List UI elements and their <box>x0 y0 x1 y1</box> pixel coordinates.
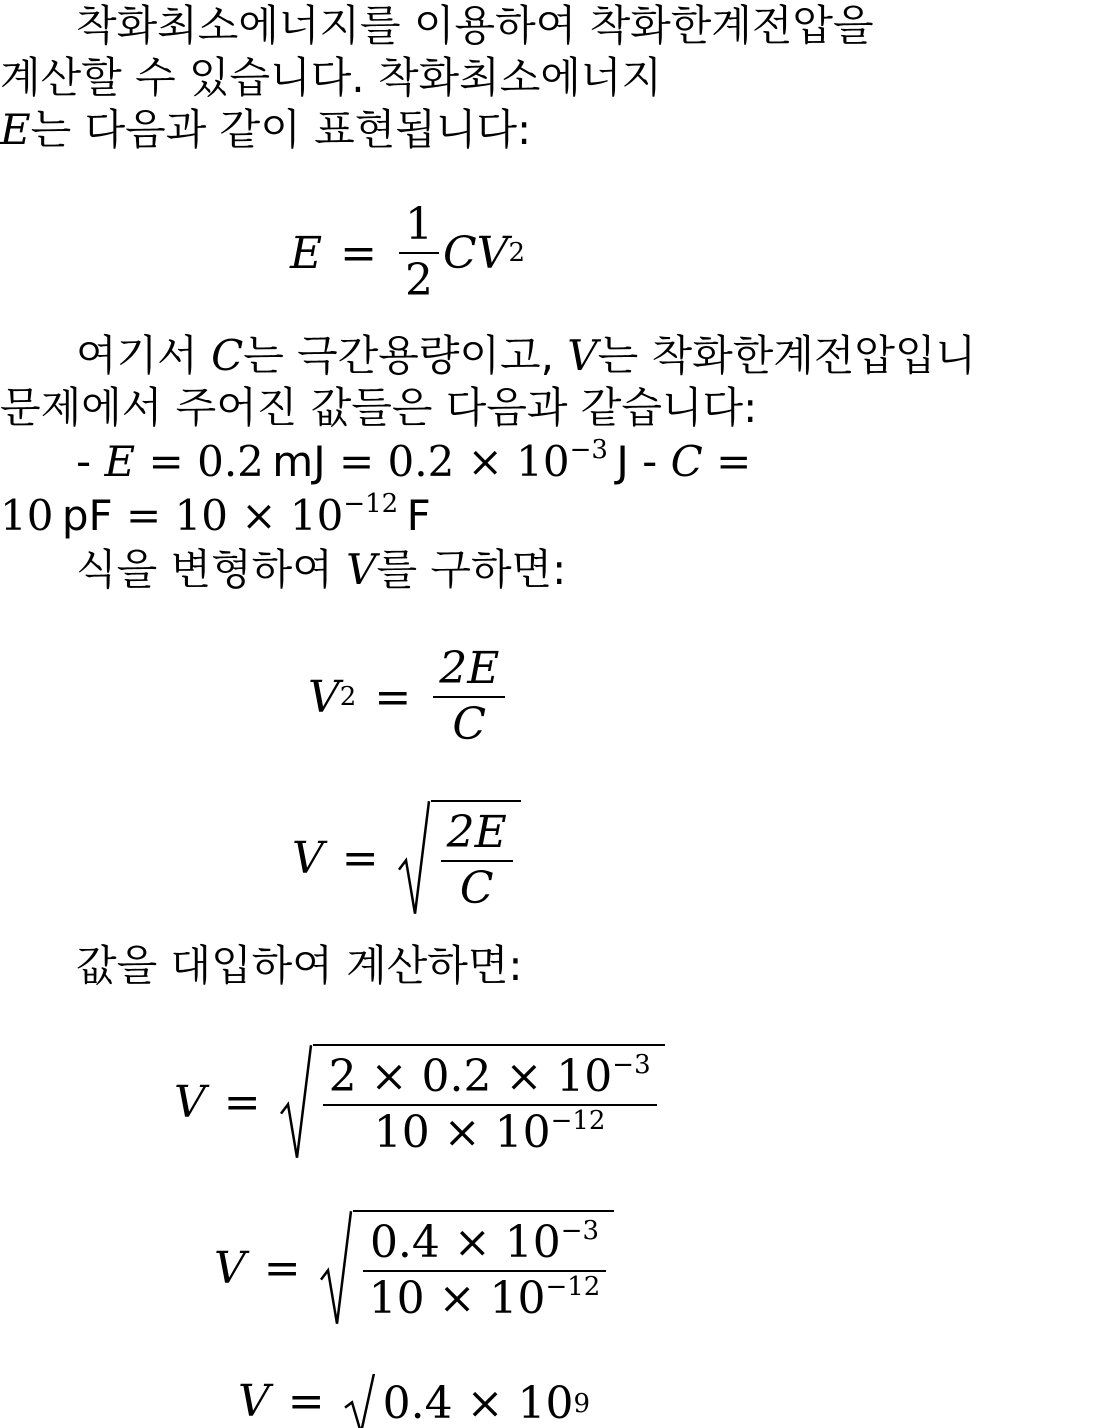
radical-icon <box>343 1374 377 1428</box>
given-equals-3: = <box>702 437 752 486</box>
eq6-equals: = <box>287 1375 325 1427</box>
eq5-lhs: V <box>214 1242 246 1294</box>
substitute-text: 값을 대입하여 계산하면: <box>76 941 523 990</box>
given-equals-4: = <box>112 491 175 540</box>
intro-text-1: 착화최소에너지를 이용하여 착화한계전압을 <box>76 1 874 50</box>
given-capacitance-exponent: −12 <box>343 489 399 519</box>
eq5-numerator-exponent: −3 <box>560 1216 600 1246</box>
eq4-numerator-base: 2 × 0.2 × 10 <box>328 1051 613 1102</box>
intro-text-2: 계산할 수 있습니다. 착화최소에너지 <box>0 53 662 102</box>
transform-text-b: 를 구하면: <box>376 545 567 594</box>
eq4-square-root <box>279 1044 665 1160</box>
eq1-equals: = <box>340 227 377 279</box>
eq3-denominator: C <box>459 863 494 914</box>
eq4-numerator <box>323 1050 657 1104</box>
given-capacitance-sci: 10 × 10 <box>174 491 344 540</box>
eq4-lhs: V <box>174 1076 206 1128</box>
intro-line-2 <box>0 52 662 104</box>
eq2-lhs: V <box>308 671 340 723</box>
eq5-numerator <box>364 1216 605 1270</box>
given-energy-unit-j: J <box>616 437 629 486</box>
eq3-square-root <box>397 800 521 916</box>
given-line-2 <box>0 490 431 542</box>
eq1-denominator: 2 <box>405 255 433 306</box>
given-energy-sci: 0.2 × 10 <box>387 437 570 486</box>
eq4-radicand <box>313 1044 665 1160</box>
eq5-denominator-base: 10 × 10 <box>368 1273 546 1324</box>
eq6-lhs: V <box>238 1375 270 1427</box>
equation-substitution-2 <box>214 1210 614 1326</box>
given-energy-exponent: −3 <box>569 435 608 465</box>
eq3-radicand <box>431 800 521 916</box>
given-capacitance-unit-pf: pF <box>61 491 113 540</box>
eq3-lhs: V <box>292 832 324 884</box>
eq4-fraction <box>323 1050 657 1160</box>
given-equals-1: = <box>135 437 198 486</box>
eq6-radicand-base: 0.4 × 10 <box>382 1378 574 1428</box>
given-equals-2: = <box>325 437 388 486</box>
eq6-radicand: 0.4 × 10 9 <box>377 1374 594 1428</box>
intro-line-3 <box>0 104 531 156</box>
eq2-equals: = <box>374 671 412 723</box>
radical-icon <box>397 800 431 916</box>
transform-voltage-var: V <box>346 545 377 594</box>
eq6-square-root <box>343 1374 594 1428</box>
eq2-numerator: 2E <box>439 643 500 694</box>
def-text-b: 는 극간용량이고, <box>243 331 568 380</box>
intro-line-1 <box>76 0 874 52</box>
energy-variable: E <box>0 105 31 154</box>
eq4-denominator-exponent: −12 <box>550 1106 606 1136</box>
transform-line <box>76 544 566 596</box>
eq4-numerator-exponent: −3 <box>612 1050 651 1080</box>
equation-v-sqrt <box>292 800 521 916</box>
radical-icon <box>319 1210 353 1326</box>
equation-energy: E = $\frac{1}{2}$ CV 2 <box>290 199 525 306</box>
def-text-c: 는 착화한계전압입니 <box>597 331 977 380</box>
eq3-fraction <box>441 806 513 916</box>
eq1-fraction <box>399 198 439 308</box>
eq5-denominator-exponent: −12 <box>545 1272 601 1302</box>
equation-v-squared: V 2 = $\frac{2E}{C}$ <box>308 642 509 752</box>
voltage-variable: V <box>567 331 598 380</box>
given-dash-2: - <box>628 437 671 486</box>
given-energy-var: E <box>104 437 136 486</box>
eq4-denominator <box>368 1106 612 1160</box>
eq1-rhs: CV <box>443 227 509 279</box>
intro-text-3: 는 다음과 같이 표현됩니다: <box>30 105 532 154</box>
given-dash-1: - <box>76 437 105 486</box>
eq5-fraction <box>363 1216 607 1326</box>
given-energy-value: 0.2 <box>197 437 264 486</box>
radical-icon <box>279 1044 313 1160</box>
definition-line-2 <box>0 382 757 434</box>
eq1-numerator: 1 <box>405 199 433 250</box>
eq1-lhs: E <box>290 227 323 279</box>
given-line-1 <box>76 436 751 488</box>
def-text-2: 문제에서 주어진 값들은 다음과 같습니다: <box>0 383 758 432</box>
eq5-numerator-base: 0.4 × 10 <box>369 1217 561 1268</box>
def-text-a: 여기서 <box>76 331 212 380</box>
transform-text-a: 식을 변형하여 <box>76 545 347 594</box>
eq3-equals: = <box>341 832 379 884</box>
equation-substitution-1 <box>174 1044 665 1160</box>
substitute-line <box>76 940 523 992</box>
given-capacitance-unit-f: F <box>406 491 431 540</box>
eq5-equals: = <box>263 1242 301 1294</box>
eq2-denominator: C <box>452 699 487 750</box>
definition-line-1 <box>76 330 976 382</box>
eq3-numerator: 2E <box>446 807 507 858</box>
eq5-denominator <box>363 1272 607 1326</box>
capacitance-variable: C <box>211 331 244 380</box>
eq4-equals: = <box>223 1076 261 1128</box>
eq2-fraction <box>433 642 505 752</box>
given-capacitance-var: C <box>670 437 703 486</box>
eq4-denominator-base: 10 × 10 <box>373 1107 551 1158</box>
eq5-radicand <box>353 1210 615 1326</box>
given-energy-unit-mj: mJ <box>272 437 326 486</box>
equation-substitution-3 <box>238 1374 594 1428</box>
eq5-square-root <box>319 1210 615 1326</box>
given-capacitance-value: 10 <box>0 491 54 540</box>
